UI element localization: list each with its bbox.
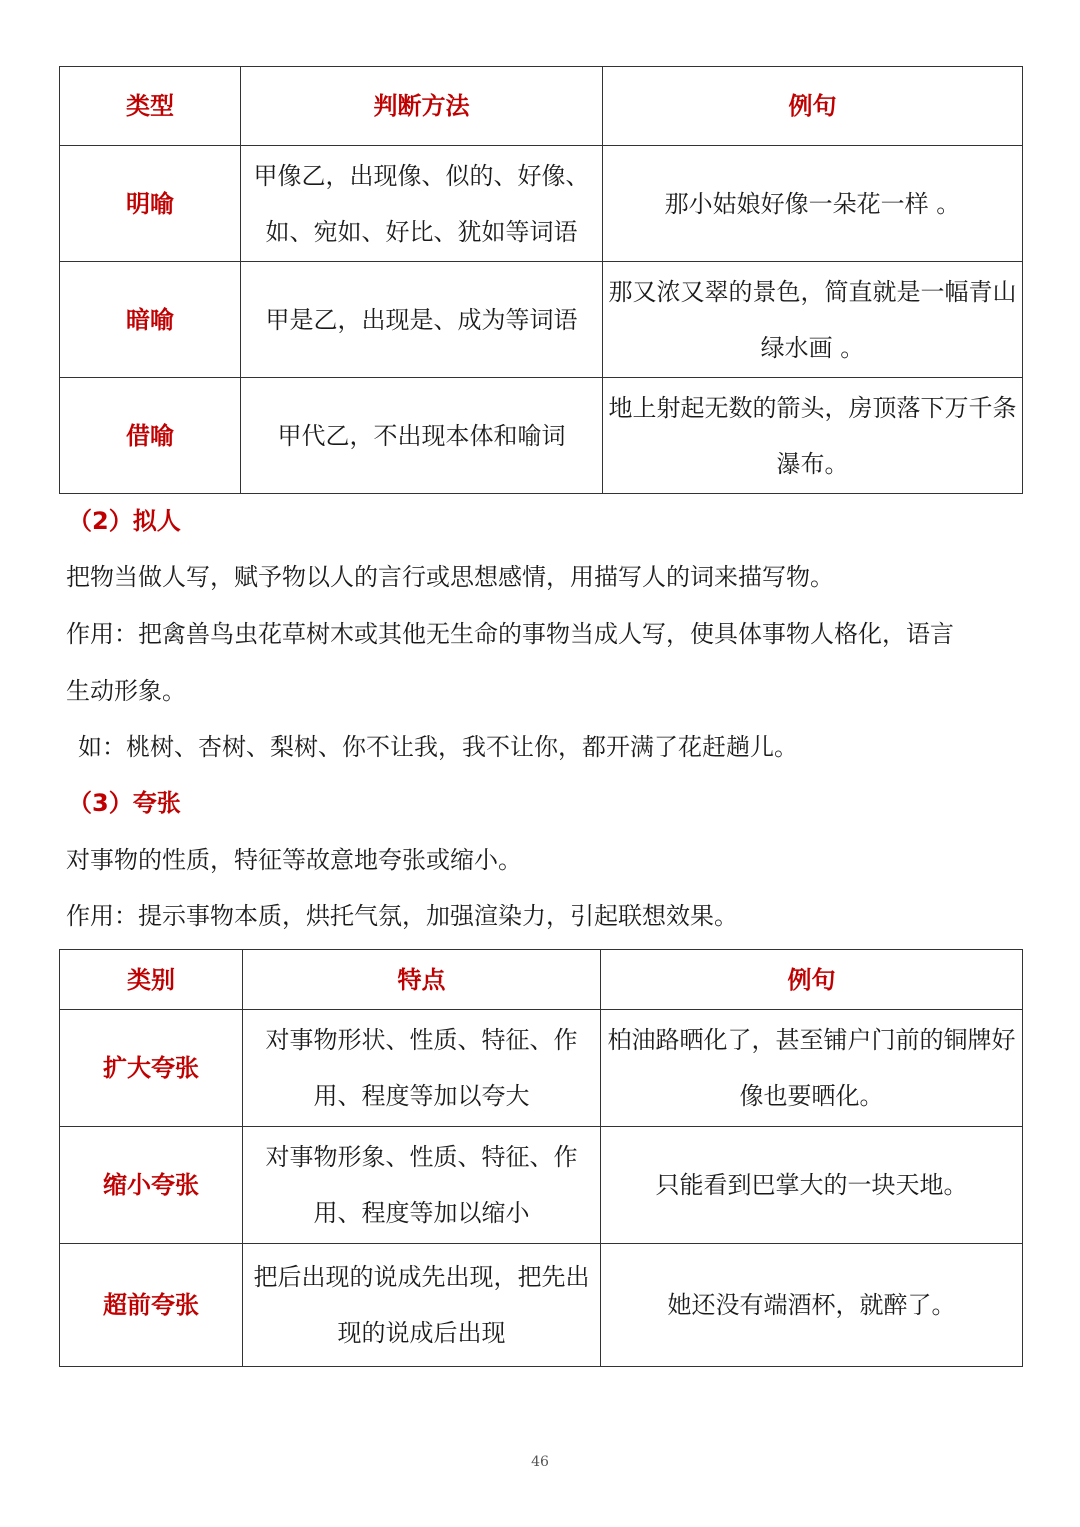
row-example: 那小姑娘好像一朵花一样 。 <box>603 146 1023 262</box>
hyperbole-effect: 作用：提示事物本质，烘托气氛，加强渲染力，引起联想效果。 <box>66 902 738 930</box>
header-type: 类型 <box>60 67 241 146</box>
row-type: 超前夸张 <box>60 1244 243 1367</box>
row-type: 暗喻 <box>60 262 241 378</box>
personification-example: 如：桃树、杏树、梨树、你不让我，我不让你，都开满了花赶趟儿。 <box>78 733 798 761</box>
table-header-row <box>60 950 1023 1010</box>
page-number: 46 <box>531 1454 549 1470</box>
hyperbole-definition: 对事物的性质，特征等故意地夸张或缩小。 <box>66 846 522 874</box>
table-row <box>60 1010 1023 1127</box>
table-row <box>60 262 1023 378</box>
metaphor-table <box>59 66 1023 494</box>
table-header-row <box>60 67 1023 146</box>
row-type: 缩小夸张 <box>60 1127 243 1244</box>
table-row <box>60 1244 1023 1367</box>
row-feature: 对事物形象、性质、特征、作用、程度等加以缩小 <box>243 1127 601 1244</box>
header-method: 判断方法 <box>241 67 603 146</box>
row-example: 那又浓又翠的景色，简直就是一幅青山绿水画 。 <box>603 262 1023 378</box>
row-example: 只能看到巴掌大的一块天地。 <box>601 1127 1023 1244</box>
header-example: 例句 <box>601 950 1023 1010</box>
hyperbole-table <box>59 949 1023 1367</box>
row-feature: 把后出现的说成先出现，把先出现的说成后出现 <box>243 1244 601 1367</box>
row-method: 甲像乙，出现像、似的、好像、如、宛如、好比、犹如等词语 <box>241 146 603 262</box>
personification-effect-line2: 生动形象。 <box>66 677 186 705</box>
row-feature: 对事物形状、性质、特征、作用、程度等加以夸大 <box>243 1010 601 1127</box>
row-method: 甲是乙，出现是、成为等词语 <box>241 262 603 378</box>
header-feature: 特点 <box>243 950 601 1010</box>
row-type: 借喻 <box>60 378 241 494</box>
header-category: 类别 <box>60 950 243 1010</box>
hyperbole-title: （3）夸张 <box>68 789 181 817</box>
personification-title: （2）拟人 <box>68 507 181 535</box>
row-type: 扩大夸张 <box>60 1010 243 1127</box>
row-example: 她还没有端酒杯，就醉了。 <box>601 1244 1023 1367</box>
table-row <box>60 1127 1023 1244</box>
row-example: 地上射起无数的箭头，房顶落下万千条瀑布。 <box>603 378 1023 494</box>
row-method: 甲代乙，不出现本体和喻词 <box>241 378 603 494</box>
personification-definition: 把物当做人写，赋予物以人的言行或思想感情，用描写人的词来描写物。 <box>66 563 834 591</box>
personification-effect-line1: 作用：把禽兽鸟虫花草树木或其他无生命的事物当成人写，使具体事物人格化，语言 <box>66 620 954 648</box>
table-row <box>60 378 1023 494</box>
row-example: 柏油路晒化了，甚至铺户门前的铜牌好像也要晒化。 <box>601 1010 1023 1127</box>
header-example: 例句 <box>603 67 1023 146</box>
table-row <box>60 146 1023 262</box>
row-type: 明喻 <box>60 146 241 262</box>
